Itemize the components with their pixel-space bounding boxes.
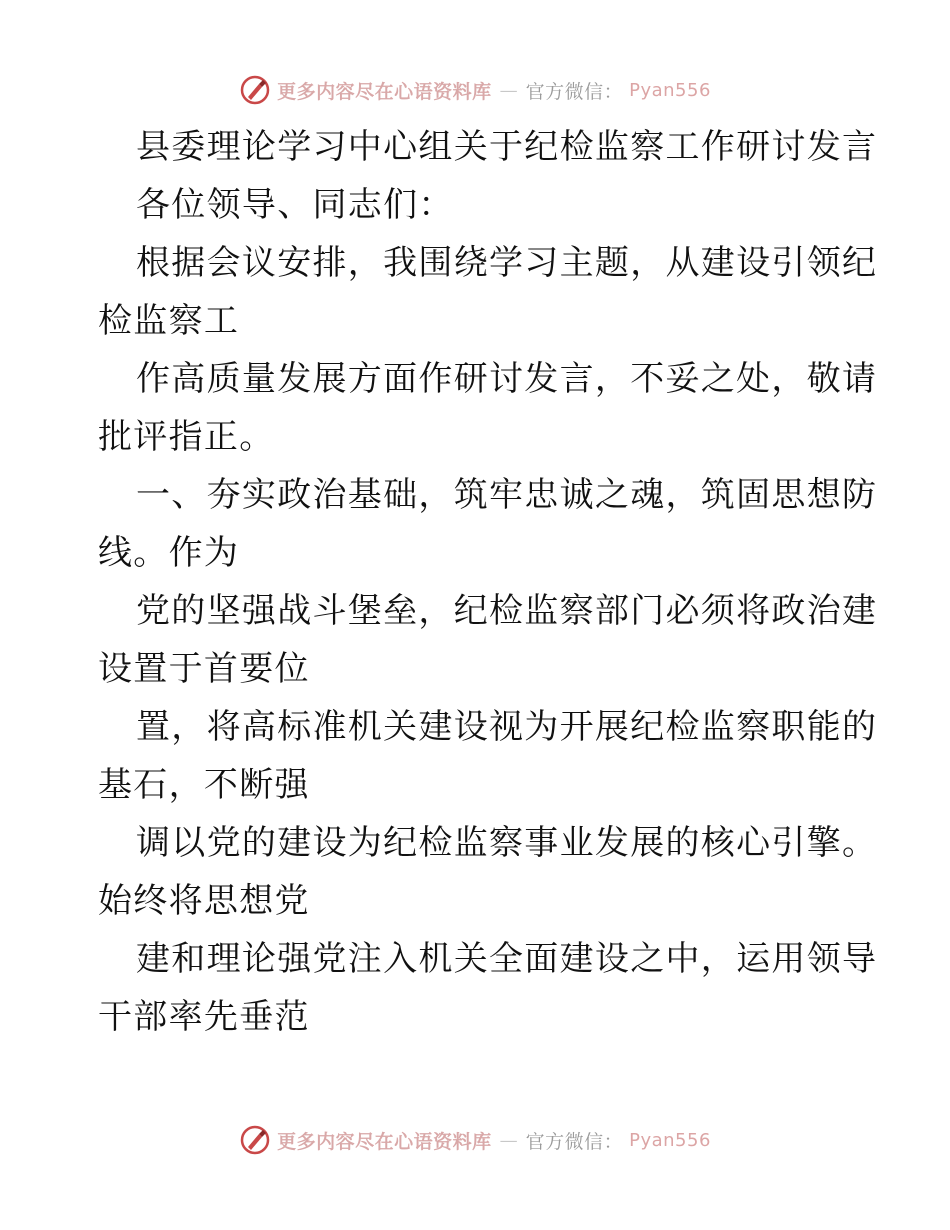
body-line: 始终将思想党 [98, 881, 310, 921]
watermark-separator: — [499, 79, 518, 101]
body-line: 线。作为 [98, 533, 240, 573]
body-line: 党的坚强战斗堡垒，纪检监察部门必须将政治建 [136, 591, 878, 631]
body-line: 干部率先垂范 [98, 997, 310, 1037]
body-line: 建和理论强党注入机关全面建设之中，运用领导 [136, 939, 878, 979]
body-line: 基石，不断强 [98, 765, 310, 805]
watermark-brand-text: 更多内容尽在心语资料库 [277, 80, 492, 103]
body-line: 置，将高标准机关建设视为开展纪检监察职能的 [136, 707, 878, 747]
watermark-official-label: 官方微信： [525, 1130, 624, 1153]
body-line: 设置于首要位 [98, 649, 310, 689]
body-line: 根据会议安排，我围绕学习主题，从建设引领纪 [136, 243, 878, 283]
watermark-official-label: 官方微信： [525, 80, 624, 103]
watermark-wechat-id: Pyan556 [629, 1129, 711, 1151]
pen-logo-icon [239, 1124, 271, 1156]
header-watermark [0, 70, 950, 110]
body-line: 批评指正。 [98, 417, 275, 457]
body-line: 调以党的建设为纪检监察事业发展的核心引擎。 [136, 823, 878, 863]
watermark-wechat-id: Pyan556 [629, 79, 711, 101]
footer-watermark [0, 1120, 950, 1160]
body-line: 检监察工 [98, 301, 240, 341]
document-body [98, 118, 878, 1046]
pen-logo-icon [239, 74, 271, 106]
document-title: 县委理论学习中心组关于纪检监察工作研讨发言 [136, 127, 878, 167]
watermark-brand-text: 更多内容尽在心语资料库 [277, 1130, 492, 1153]
watermark-separator: — [499, 1129, 518, 1151]
body-line: 一、夯实政治基础，筑牢忠诚之魂，筑固思想防 [136, 475, 878, 515]
document-greeting: 各位领导、同志们： [136, 185, 454, 225]
body-line: 作高质量发展方面作研讨发言，不妥之处，敬请 [136, 359, 878, 399]
